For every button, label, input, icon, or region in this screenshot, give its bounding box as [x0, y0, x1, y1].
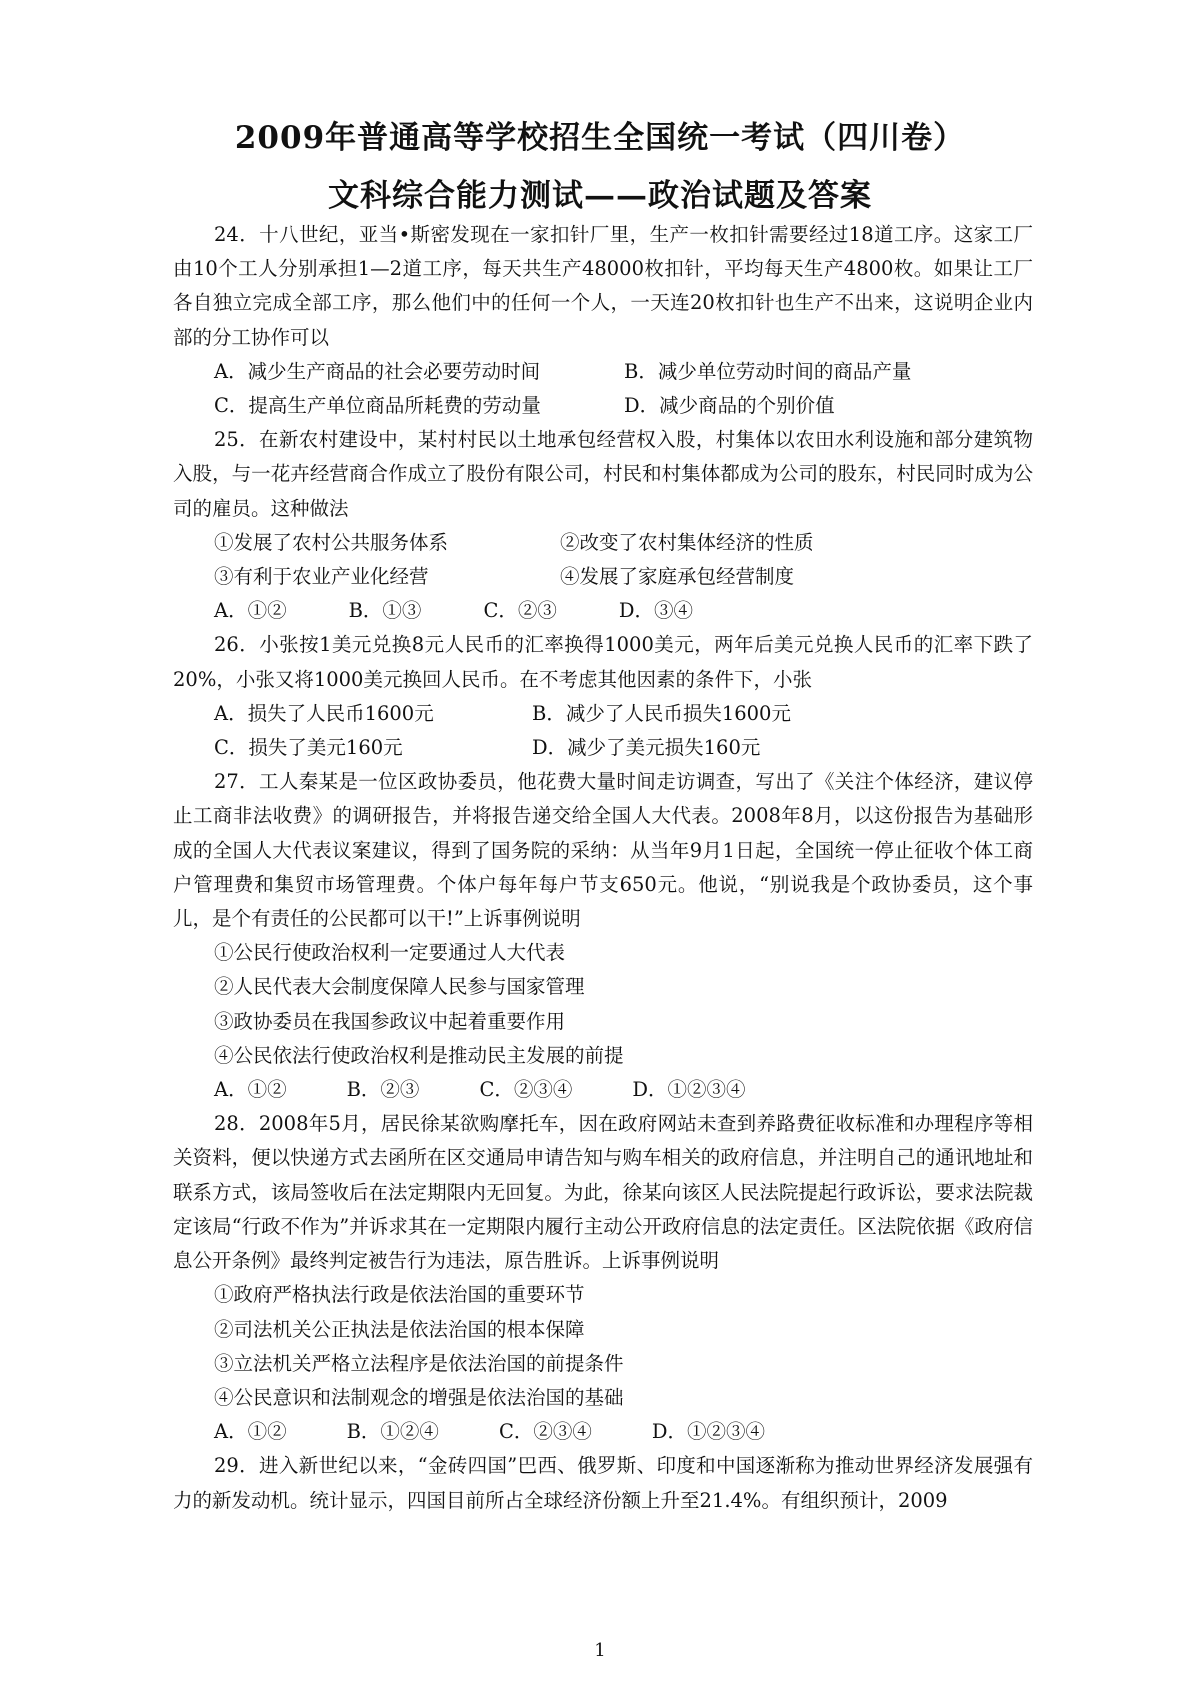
question-24-option-a: A．减少生产商品的社会必要劳动时间	[214, 359, 541, 383]
page-number: 1	[594, 1640, 606, 1661]
question-27-option-b: B．②③	[346, 1078, 420, 1102]
question-28-statement-3: ③立法机关严格立法程序是依法治国的前提条件	[214, 1351, 624, 1375]
document-subtitle: 文科综合能力测试——政治试题及答案	[328, 178, 872, 214]
question-26-option-b: B．减少了人民币损失1600元	[532, 701, 791, 725]
question-26-options-row2	[173, 731, 1033, 765]
question-26-option-a: A．损失了人民币1600元	[214, 701, 434, 725]
question-28-statement-1: ①政府严格执法行政是依法治国的重要环节	[214, 1283, 585, 1307]
question-25-option-b: B．①③	[348, 599, 422, 623]
question-25-statements-row2	[173, 560, 1033, 594]
question-28-stem: 28．2008年5月，居民徐某欲购摩托车，因在政府网站未查到养路费征收标准和办理程序等相关资料，便以快递方式去函所在区交通局申请告知与购车相关的政府信息，并注明自己的通讯地址和联系方式，该局签收后在法定期限内无回复。为此，徐某向该区人民法院提起行政诉讼，要求法院裁定该局“行政不作为”并诉求其在一定期限内履行主动公开政府信息的法定责任。区法院依据《政府信息公开条例》最终判定被告行为违法，原告胜诉。上诉事例说明	[173, 1112, 1033, 1273]
question-25-options	[173, 594, 1033, 628]
question-content	[173, 218, 1033, 1518]
question-27-statement-4: ④公民依法行使政治权利是推动民主发展的前提	[214, 1043, 624, 1067]
question-28-options	[173, 1415, 1033, 1449]
question-24-stem: 24．十八世纪，亚当•斯密发现在一家扣针厂里，生产一枚扣针需要经过18道工序。这家工厂由10个工人分别承担1—2道工序，每天共生产48000枚扣针，平均每天生产4800枚。如果让工厂各自独立完成全部工序，那么他们中的任何一个人，一天连20枚扣针也生产不出来，这说明企业内部的分工协作可以	[173, 223, 1033, 349]
question-28-option-b: B．①②④	[346, 1420, 439, 1444]
question-27-option-a: A．①②	[214, 1078, 287, 1102]
document-title: 2009年普通高等学校招生全国统一考试（四川卷）	[234, 120, 966, 156]
question-27-stem: 27．工人秦某是一位区政协委员，他花费大量时间走访调查，写出了《关注个体经济，建议停止工商非法收费》的调研报告，并将报告递交给全国人大代表。2008年8月，以这份报告为基础形成的全国人大代表议案建议，得到了国务院的采纳：从当年9月1日起，全国统一停止征收个体工商户管理费和集贸市场管理费。个体户每年每户节支650元。他说，“别说我是个政协委员，这个事儿，是个有责任的公民都可以干!”上诉事例说明	[173, 770, 1033, 931]
question-24-option-b: B．减少单位劳动时间的商品产量	[624, 359, 912, 383]
question-25-option-a: A．①②	[214, 599, 287, 623]
question-24-option-c: C．提高生产单位商品所耗费的劳动量	[214, 394, 541, 418]
question-24-options-row2	[173, 389, 1033, 423]
question-25-statement-1: ①发展了农村公共服务体系	[214, 530, 449, 554]
question-28-option-c: C．②③④	[498, 1420, 592, 1444]
question-28-statement-2: ②司法机关公正执法是依法治国的根本保障	[214, 1317, 585, 1341]
question-25-stem: 25．在新农村建设中，某村村民以土地承包经营权入股，村集体以农田水利设施和部分建筑物入股，与一花卉经营商合作成立了股份有限公司，村民和村集体都成为公司的股东，村民同时成为公司的雇员。这种做法	[173, 428, 1033, 520]
question-29-stem: 29．进入新世纪以来，“金砖四国”巴西、俄罗斯、印度和中国逐渐称为推动世界经济发展强有力的新发动机。统计显示，四国目前所占全球经济份额上升至21.4%。有组织预计，2009	[173, 1454, 1033, 1512]
question-27-statement-1: ①公民行使政治权利一定要通过人大代表	[214, 941, 566, 965]
question-25-statements-row1	[173, 526, 1033, 560]
question-27-statement-2: ②人民代表大会制度保障人民参与国家管理	[214, 975, 585, 999]
question-24-options-row1	[173, 355, 1033, 389]
question-28-option-d: D．①②③④	[651, 1420, 765, 1444]
question-27-statement-3: ③政协委员在我国参政议中起着重要作用	[214, 1009, 566, 1033]
question-25-option-c: C．②③	[483, 599, 557, 623]
question-26-options-row1	[173, 697, 1033, 731]
question-26-option-d: D．减少了美元损失160元	[532, 736, 761, 760]
question-24-option-d: D．减少商品的个别价值	[624, 394, 835, 418]
question-27-options	[173, 1073, 1033, 1107]
question-26-stem: 26．小张按1美元兑换8元人民币的汇率换得1000美元，两年后美元兑换人民币的汇率下跌了20%，小张又将1000美元换回人民币。在不考虑其他因素的条件下，小张	[173, 633, 1033, 691]
question-27-option-d: D．①②③④	[632, 1078, 746, 1102]
question-25-option-d: D．③④	[618, 599, 693, 623]
question-25-statement-4: ④发展了家庭承包经营制度	[560, 565, 795, 589]
question-27-option-c: C．②③④	[479, 1078, 573, 1102]
question-25-statement-3: ③有利于农业产业化经营	[214, 565, 429, 589]
question-28-statement-4: ④公民意识和法制观念的增强是依法治国的基础	[214, 1385, 624, 1409]
question-25-statement-2: ②改变了农村集体经济的性质	[560, 530, 814, 554]
question-28-option-a: A．①②	[214, 1420, 287, 1444]
question-26-option-c: C．损失了美元160元	[214, 736, 403, 760]
